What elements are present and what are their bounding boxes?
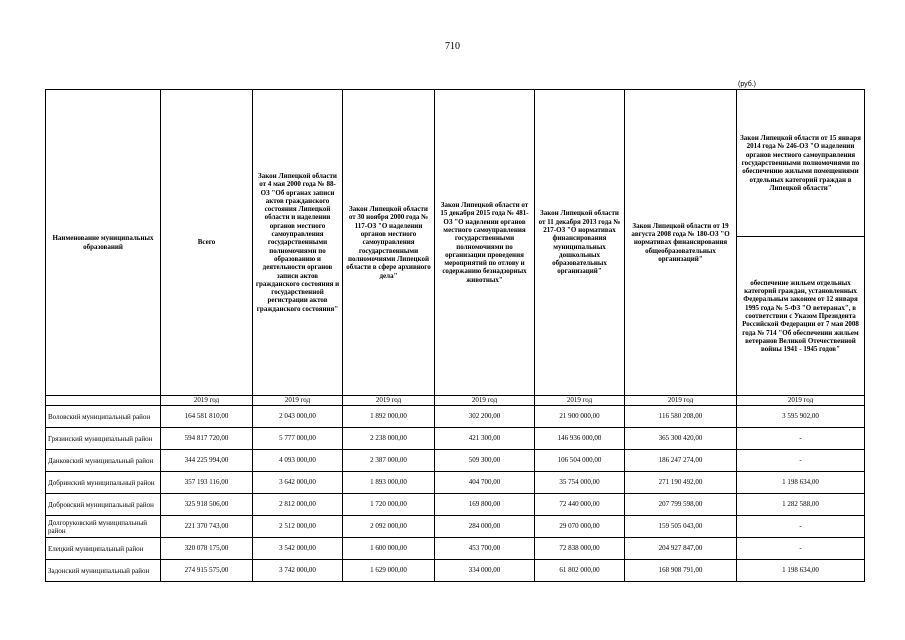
- year-cell: 2019 год: [737, 396, 865, 406]
- row-value: 72 838 000,00: [535, 538, 625, 560]
- row-value: 302 200,00: [435, 406, 535, 428]
- row-value: 146 936 000,00: [535, 428, 625, 450]
- header-law-246: Закон Липецкой области от 15 января 2014 года № 246-ОЗ "О наделении органов местного самоуправления государственными полномочиями по обеспечению жилыми помещениями отдельных категорий граждан в Липецкой области": [737, 90, 865, 237]
- year-cell-name: [46, 396, 161, 406]
- row-value: 1 198 634,00: [737, 560, 865, 582]
- row-value: 72 440 000,00: [535, 494, 625, 516]
- row-value: -: [737, 516, 865, 538]
- header-law-217: Закон Липецкой области от 11 декабря 2013 года № 217-ОЗ "О нормативах финансирования муниципальных дошкольных образовательных организаций": [535, 90, 625, 396]
- year-cell: 2019 год: [343, 396, 435, 406]
- row-value: -: [737, 428, 865, 450]
- row-value: 365 300 420,00: [625, 428, 737, 450]
- row-total: 164 581 810,00: [161, 406, 253, 428]
- row-name: Грязинский муниципальный район: [46, 428, 161, 450]
- header-law-481: Закон Липецкой области от 15 декабря 2015 года № 481-ОЗ "О наделении органов местного самоуправления государственными полномочиями по организации проведения мероприятий по отлову и содержанию безнадзорных животных": [435, 90, 535, 396]
- header-law-117: Закон Липецкой области от 30 ноября 2000 года № 117-ОЗ "О наделении органов местного самоуправления государственными полномочиями Липецкой области в сфере архивного дела": [343, 90, 435, 396]
- row-value: -: [737, 450, 865, 472]
- row-value: 116 580 208,00: [625, 406, 737, 428]
- row-value: 271 190 492,00: [625, 472, 737, 494]
- header-name: Наименование муниципальных образований: [46, 90, 161, 396]
- row-name: Добринский муниципальный район: [46, 472, 161, 494]
- table-row: [46, 472, 865, 494]
- row-value: 1 282 588,00: [737, 494, 865, 516]
- row-value: 2 092 000,00: [343, 516, 435, 538]
- table-row: [46, 406, 865, 428]
- row-total: 344 225 994,00: [161, 450, 253, 472]
- row-value: 1 198 634,00: [737, 472, 865, 494]
- row-value: 1 893 000,00: [343, 472, 435, 494]
- row-value: 2 387 000,00: [343, 450, 435, 472]
- row-value: -: [737, 538, 865, 560]
- header-total: Всего: [161, 90, 253, 396]
- row-value: 3 742 000,00: [253, 560, 343, 582]
- row-name: Воловский муниципальный район: [46, 406, 161, 428]
- row-value: 3 642 000,00: [253, 472, 343, 494]
- row-total: 357 193 116,00: [161, 472, 253, 494]
- year-cell: 2019 год: [253, 396, 343, 406]
- header-law-246-sub: обеспечение жильем отдельных категорий граждан, установленных Федеральным законом от 12 января 1995 года № 5-ФЗ "О ветеранах", в соответствии с Указом Президента Российской Федерации от 7 мая 2008 года № 714 "Об обеспечении жильем ветеранов Великой Отечественной войны 1941 - 1945 годов": [737, 237, 865, 396]
- table-row: [46, 494, 865, 516]
- row-value: 404 700,00: [435, 472, 535, 494]
- row-value: 334 000,00: [435, 560, 535, 582]
- row-value: 2 812 000,00: [253, 494, 343, 516]
- row-value: 453 700,00: [435, 538, 535, 560]
- row-value: 1 892 000,00: [343, 406, 435, 428]
- year-cell: 2019 год: [535, 396, 625, 406]
- row-value: 4 093 000,00: [253, 450, 343, 472]
- row-total: 274 915 575,00: [161, 560, 253, 582]
- row-total: 325 918 506,00: [161, 494, 253, 516]
- row-name: Долгоруковский муниципальный район: [46, 516, 161, 538]
- table-row: [46, 516, 865, 538]
- row-value: 21 900 000,00: [535, 406, 625, 428]
- row-total: 320 078 175,00: [161, 538, 253, 560]
- row-value: 186 247 274,00: [625, 450, 737, 472]
- row-value: 1 629 000,00: [343, 560, 435, 582]
- budget-table: [45, 89, 865, 582]
- year-row: [46, 396, 865, 406]
- table-row: [46, 560, 865, 582]
- row-value: 106 504 000,00: [535, 450, 625, 472]
- row-value: 2 043 000,00: [253, 406, 343, 428]
- row-value: 207 799 598,00: [625, 494, 737, 516]
- row-value: 35 754 000,00: [535, 472, 625, 494]
- row-value: 169 800,00: [435, 494, 535, 516]
- unit-label: (руб.): [738, 81, 757, 88]
- row-value: 29 070 000,00: [535, 516, 625, 538]
- page-number: 710: [445, 41, 460, 52]
- row-name: Добровский муниципальный район: [46, 494, 161, 516]
- row-value: 168 908 791,00: [625, 560, 737, 582]
- year-cell: 2019 год: [435, 396, 535, 406]
- row-value: 284 000,00: [435, 516, 535, 538]
- row-value: 2 512 000,00: [253, 516, 343, 538]
- row-value: 159 505 043,00: [625, 516, 737, 538]
- row-total: 221 370 743,00: [161, 516, 253, 538]
- row-value: 1 720 000,00: [343, 494, 435, 516]
- row-total: 594 817 720,00: [161, 428, 253, 450]
- table-row: [46, 428, 865, 450]
- table-row: [46, 538, 865, 560]
- row-value: 61 802 000,00: [535, 560, 625, 582]
- row-value: 204 927 847,00: [625, 538, 737, 560]
- year-cell: 2019 год: [625, 396, 737, 406]
- row-name: Данковский муниципальный район: [46, 450, 161, 472]
- year-cell: 2019 год: [161, 396, 253, 406]
- row-value: 5 777 000,00: [253, 428, 343, 450]
- row-value: 1 600 000,00: [343, 538, 435, 560]
- row-value: 421 300,00: [435, 428, 535, 450]
- header-law-88: Закон Липецкой области от 4 мая 2000 года № 88-ОЗ "Об органах записи актов гражданского состояния Липецкой области и наделении органов местного самоуправления государственными полномочиями по образованию и деятельности органов записи актов гражданского состояния и государственной регистрации актов гражданского состояния": [253, 90, 343, 396]
- row-value: 509 300,00: [435, 450, 535, 472]
- row-name: Задонский муниципальный район: [46, 560, 161, 582]
- row-name: Елецкий муниципальный район: [46, 538, 161, 560]
- table-row: [46, 450, 865, 472]
- row-value: 3 542 000,00: [253, 538, 343, 560]
- header-row: [46, 90, 865, 237]
- row-value: 2 238 000,00: [343, 428, 435, 450]
- header-law-180: Закон Липецкой области от 19 августа 2008 года № 180-ОЗ "О нормативах финансирования общеобразовательных организаций": [625, 90, 737, 396]
- row-value: 3 595 902,00: [737, 406, 865, 428]
